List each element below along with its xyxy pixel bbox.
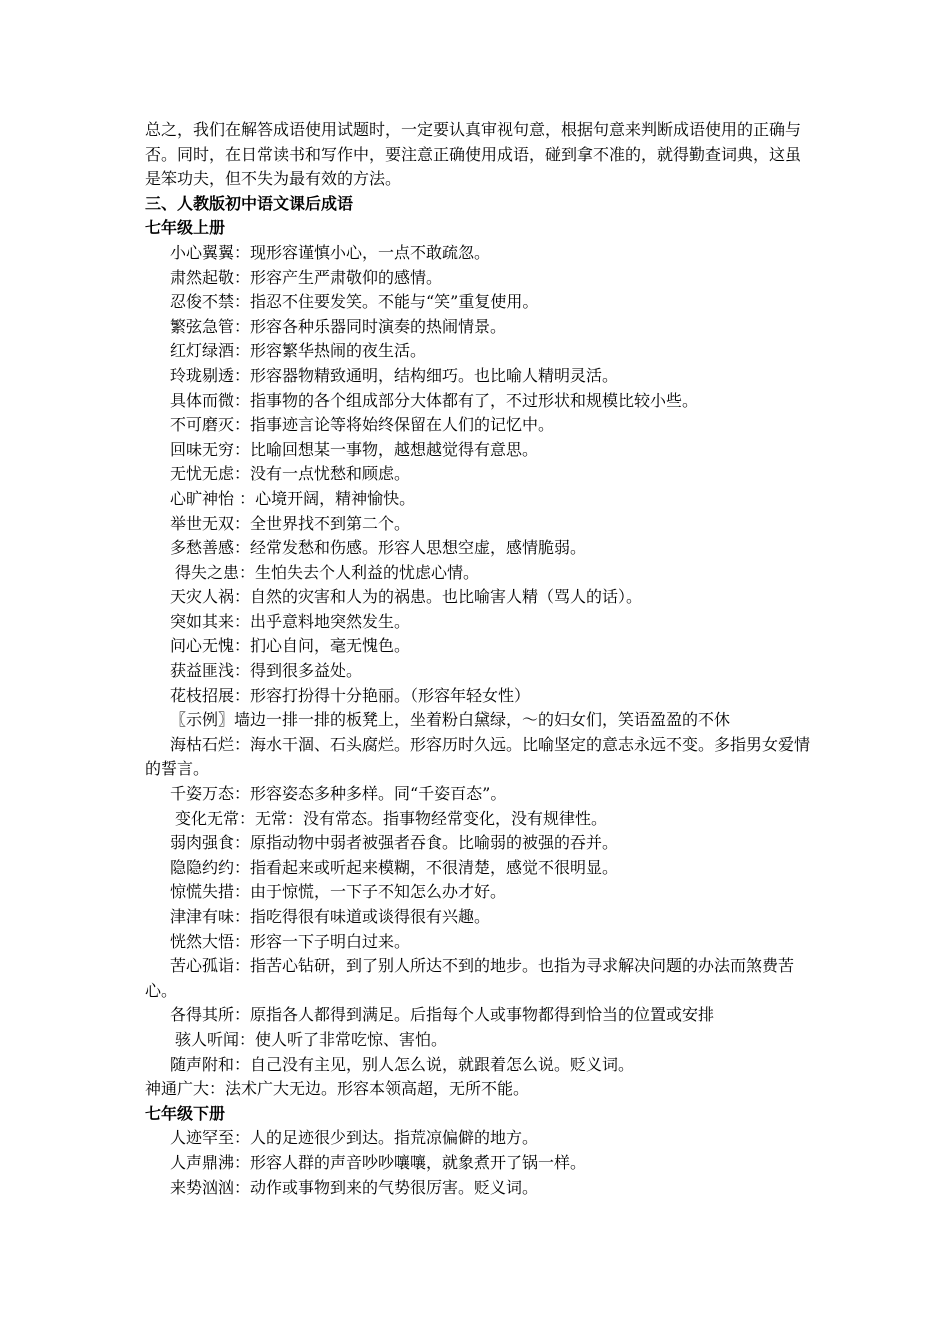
idiom-line: 无忧无虑：没有一点忧愁和顾虑。 — [170, 464, 411, 484]
intro-paragraph: 总之，我们在解答成语使用试题时，一定要认真审视句意，根据句意来判断成语使用的正确与否。同时，在日常读书和写作中，要注意正确使用成语，碰到拿不准的，就得勤查词典，这虽是笨功夫，但不失为最有效的方法。 — [145, 120, 802, 189]
idiom-line: 不可磨灭：指事迹言论等将始终保留在人们的记忆中。 — [170, 415, 555, 435]
idiom-line: 变化无常：无常：没有常态。指事物经常变化，没有规律性。 — [175, 808, 608, 828]
idiom-line: 举世无双：全世界找不到第二个。 — [170, 513, 411, 533]
idiom-line: 突如其来：出乎意料地突然发生。 — [170, 611, 411, 631]
idiom-line: 心旷神怡 ：心境开阔，精神愉快。 — [170, 488, 416, 508]
idiom-line: 人声鼎沸：形容人群的声音吵吵嚷嚷，就象煮开了锅一样。 — [170, 1152, 587, 1172]
document-page — [145, 118, 813, 1200]
idiom-line: 具体而微：指事物的各个组成部分大体都有了，不过形状和规模比较小些。 — [170, 390, 699, 410]
idiom-line: 弱肉强食：原指动物中弱者被强者吞食。比喻弱的被强的吞并。 — [170, 833, 619, 853]
idiom-line: 花枝招展：形容打扮得十分艳丽。（形容年轻女性） — [170, 685, 531, 705]
idiom-line: 神通广大：法术广大无边。形容本领高超，无所不能。 — [145, 1079, 530, 1099]
example-line: 〖示例〗墙边一排一排的板凳上，坐着粉白黛绿，～的妇女们，笑语盈盈的不休 — [170, 710, 731, 730]
idiom-line: 人迹罕至：人的足迹很少到达。指荒凉偏僻的地方。 — [170, 1128, 539, 1148]
idiom-line: 天灾人祸：自然的灾害和人为的祸患。也比喻害人精（骂人的话）。 — [170, 587, 643, 607]
idiom-line: 各得其所：原指各人都得到满足。后指每个人或事物都得到恰当的位置或安排 — [170, 1005, 715, 1025]
idiom-line: 苦心孤诣：指苦心钻研，到了别人所达不到的地步。也指为寻求解决问题的办法而煞费苦心。 — [145, 956, 795, 1000]
idiom-line: 海枯石烂：海水干涸、石头腐烂。形容历时久远。比喻坚定的意志永远不变。多指男女爱情的誓言。 — [145, 734, 811, 779]
idiom-line: 骇人听闻：使人听了非常吃惊、害怕。 — [175, 1029, 448, 1049]
idiom-line: 忍俊不禁：指忍不住要发笑。不能与“笑”重复使用。 — [170, 292, 539, 312]
grade-heading-7a: 七年级上册 — [145, 218, 226, 238]
idiom-line: 小心翼翼：现形容谨慎小心，一点不敢疏忽。 — [170, 242, 491, 262]
idiom-line: 回味无穷：比喻回想某一事物，越想越觉得有意思。 — [170, 439, 539, 459]
idiom-line: 千姿万态：形容姿态多种多样。同“千姿百态”。 — [170, 784, 507, 804]
idiom-line: 惊慌失措：由于惊慌，一下子不知怎么办才好。 — [170, 882, 507, 902]
section-title: 三、人教版初中语文课后成语 — [145, 193, 354, 213]
idiom-line: 肃然起敬：形容产生严肃敬仰的感情。 — [170, 267, 443, 287]
idiom-line: 随声附和：自己没有主见，别人怎么说，就跟着怎么说。贬义词。 — [170, 1054, 635, 1074]
idiom-line: 来势汹汹：动作或事物到来的气势很厉害。贬义词。 — [170, 1177, 539, 1197]
idiom-line: 隐隐约约：指看起来或听起来模糊，不很清楚，感觉不很明显。 — [170, 857, 619, 877]
idiom-line: 津津有味：指吃得很有味道或谈得很有兴趣。 — [170, 907, 491, 926]
idiom-line: 得失之患：生怕失去个人利益的忧虑心情。 — [175, 562, 480, 582]
idiom-line: 获益匪浅：得到很多益处。 — [170, 661, 363, 681]
grade-heading-7b: 七年级下册 — [145, 1103, 226, 1123]
idiom-line: 问心无愧：扪心自问，毫无愧色。 — [170, 636, 411, 656]
idiom-line: 玲珑剔透：形容器物精致通明，结构细巧。也比喻人精明灵活。 — [170, 365, 619, 385]
idiom-line: 红灯绿酒：形容繁华热闹的夜生活。 — [170, 341, 427, 361]
idiom-line: 多愁善感：经常发愁和伤感。形容人思想空虚，感情脆弱。 — [170, 538, 587, 558]
idiom-line: 繁弦急管：形容各种乐器同时演奏的热闹情景。 — [170, 316, 507, 336]
idiom-line: 恍然大悟：形容一下子明白过来。 — [170, 931, 411, 951]
